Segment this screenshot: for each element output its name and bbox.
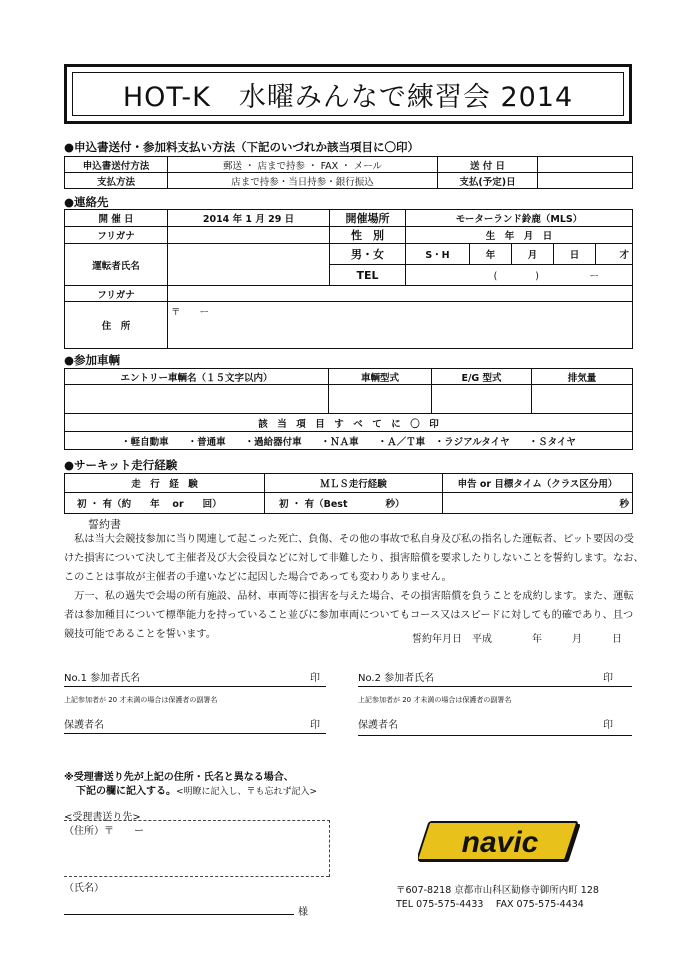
send-date-label: 送 付 日 [438, 157, 538, 173]
return-address-label: （住所）〒 ー [64, 826, 144, 837]
company-address: 〒607-8218 京都市山科区勧修寺御所内町 128 [396, 885, 599, 896]
pledge-date-line[interactable]: 誓約年月日 平成 年 月 日 [412, 634, 622, 645]
contact-table [64, 209, 633, 349]
return-address-heading: <受理書送り先> [64, 812, 141, 823]
furigana2-label: フリガナ [65, 286, 168, 302]
send-method-label: 申込書送付方法 [65, 157, 168, 173]
return-name-line[interactable] [64, 914, 294, 915]
payment-method-options[interactable]: 店まで持参・当日持参・銀行振込 [168, 173, 438, 189]
pledge-heading: 誓約書 [88, 518, 121, 531]
apply-table [64, 156, 633, 189]
page-title: HOT-K 水曜みんなで練習会 2014 [72, 72, 624, 116]
minor-note-1: 上記参加者が 20 才未満の場合は保護者の副署名 [64, 696, 218, 704]
driver-name-field[interactable] [168, 244, 330, 286]
pledge-line: このことは事故が主催者の手違いなどに起因した場合であっても変わりありません。 [64, 572, 452, 583]
address-field[interactable] [168, 302, 633, 349]
driving-experience-header: 走 行 経 験 [65, 474, 265, 493]
engine-model-field[interactable] [432, 385, 532, 414]
guardian2-label: 保護者名 [358, 720, 398, 731]
participant2-seal: 印 [603, 673, 613, 684]
vehicle-name-field[interactable] [65, 385, 329, 414]
target-time-header: 申告 or 目標タイム（クラス区分用） [443, 474, 633, 493]
birth-year[interactable]: 年 [470, 244, 512, 265]
furigana-field[interactable] [168, 227, 330, 244]
event-date-value: 2014 年 1 月 29 日 [168, 210, 330, 227]
mark-all-instruction: 該 当 項 目 す べ て に 〇 印 [65, 414, 633, 432]
mls-experience-header: ＭＬＳ走行経験 [265, 474, 443, 493]
birthdate-label: 生 年 月 日 [406, 227, 633, 244]
age-unit[interactable]: 才 [596, 244, 633, 265]
send-method-options[interactable]: 郵送 ・ 店まで持参 ・ FAX ・ メール [168, 157, 438, 173]
vehicle-name-header: エントリー車輌名（１５文字以内） [65, 369, 329, 385]
target-time-field[interactable]: 秒 [443, 493, 633, 514]
send-date-field[interactable] [538, 157, 633, 173]
participant1-seal: 印 [310, 673, 320, 684]
return-address-divider [64, 876, 329, 877]
return-note-line1: ※受理書送り先が上記の住所・氏名と異なる場合、 [64, 772, 294, 783]
guardian2-seal: 印 [603, 720, 613, 731]
guardian1-label: 保護者名 [64, 720, 104, 731]
driver-name-label: 運転者氏名 [65, 244, 168, 286]
pledge-line: 者は参加種目について標準能力を持っていること並びに参加車両についてもコース又はスピードに対しても的確であり、且つ [64, 610, 634, 621]
venue-value: モーターランド鈴鹿（MLS） [406, 210, 633, 227]
birth-month[interactable]: 月 [512, 244, 554, 265]
payment-date-label: 支払(予定)日 [438, 173, 538, 189]
mls-experience-field[interactable]: 初 ・ 有（Best 秒） [265, 493, 443, 514]
tel-label: TEL [330, 265, 406, 286]
section-contact-heading: ●連絡先 [64, 195, 109, 209]
return-note-line2 [76, 782, 317, 797]
birth-day[interactable]: 日 [554, 244, 596, 265]
pledge-line: 万一、私の過失で会場の所有施設、品材、車両等に損害を与えた場合、その損害賠償を負うことを成約します。また、運転 [64, 591, 634, 602]
guardian1-seal: 印 [310, 720, 320, 731]
zip-mark: 〒 ー [171, 307, 210, 318]
pledge-body [64, 530, 644, 644]
driving-experience-field[interactable]: 初 ・ 有（約 年 or 回） [65, 493, 265, 514]
tel-dash: ー [589, 271, 599, 282]
minor-note-2: 上記参加者が 20 才未満の場合は保護者の副署名 [358, 696, 512, 704]
vehicle-model-field[interactable] [329, 385, 432, 414]
participant1-signature-line[interactable] [64, 686, 326, 687]
sex-label: 性 別 [330, 227, 406, 244]
section-vehicle-heading: ●参加車輌 [64, 353, 121, 367]
event-date-label: 開 催 日 [65, 210, 168, 227]
payment-date-field[interactable] [538, 173, 633, 189]
era-value[interactable]: S・H [406, 244, 470, 265]
logo-text: navic [461, 826, 539, 859]
payment-method-label: 支払方法 [65, 173, 168, 189]
participant2-signature-line[interactable] [358, 686, 632, 687]
vehicle-table [64, 368, 633, 450]
company-tel-fax: TEL 075-575-4433 FAX 075-575-4434 [396, 899, 584, 910]
return-note-hint: <明瞭に記入し、〒も忘れず記入> [176, 787, 318, 797]
venue-label: 開催場所 [330, 210, 406, 227]
title-frame [64, 64, 632, 124]
participant1-label: No.1 参加者氏名 [64, 673, 141, 684]
return-name-suffix: 様 [298, 907, 308, 918]
guardian1-signature-line[interactable] [64, 733, 326, 734]
sex-value[interactable]: 男・女 [330, 244, 406, 265]
tel-area-paren: ( ) [493, 271, 539, 282]
guardian2-signature-line[interactable] [358, 735, 632, 736]
circuit-table [64, 473, 633, 514]
pledge-line: けた損害について決して主催者及び大会役員などに対して非難したり、損害賠償を要求したりしないことを誓約します。なお、 [64, 553, 644, 564]
section-apply-heading: ●申込書送付・参加料支払い方法（下記のいづれか該当項目に〇印） [64, 140, 420, 154]
pledge-line: 競技可能であることを誓います。 [64, 629, 216, 640]
furigana-label: フリガナ [65, 227, 168, 244]
displacement-field[interactable] [532, 385, 633, 414]
section-circuit-heading: ●サーキット走行経験 [64, 458, 178, 472]
participant2-label: No.2 参加者氏名 [358, 673, 435, 684]
return-name-label: （氏名） [64, 883, 104, 894]
vehicle-category-options[interactable]: ・軽自動車 ・普通車 ・過給器付車 ・ＮＡ車 ・Ａ／Ｔ車 ・ラジアルタイヤ ・Ｓタイヤ [65, 432, 633, 450]
address-furigana-field[interactable] [168, 286, 633, 302]
return-note-instruction: 下記の欄に記入する。 [76, 786, 176, 797]
navic-logo [418, 820, 580, 866]
vehicle-model-header: 車輌型式 [329, 369, 432, 385]
tel-field[interactable] [406, 265, 633, 286]
displacement-header: 排気量 [532, 369, 633, 385]
engine-model-header: E/G 型式 [432, 369, 532, 385]
pledge-line: 私は当大会競技参加に当り関連して起こった死亡、負傷、その他の事故で私自身及び私の指名した運転者、ピット要因の受 [64, 534, 634, 545]
address-label: 住 所 [65, 302, 168, 349]
